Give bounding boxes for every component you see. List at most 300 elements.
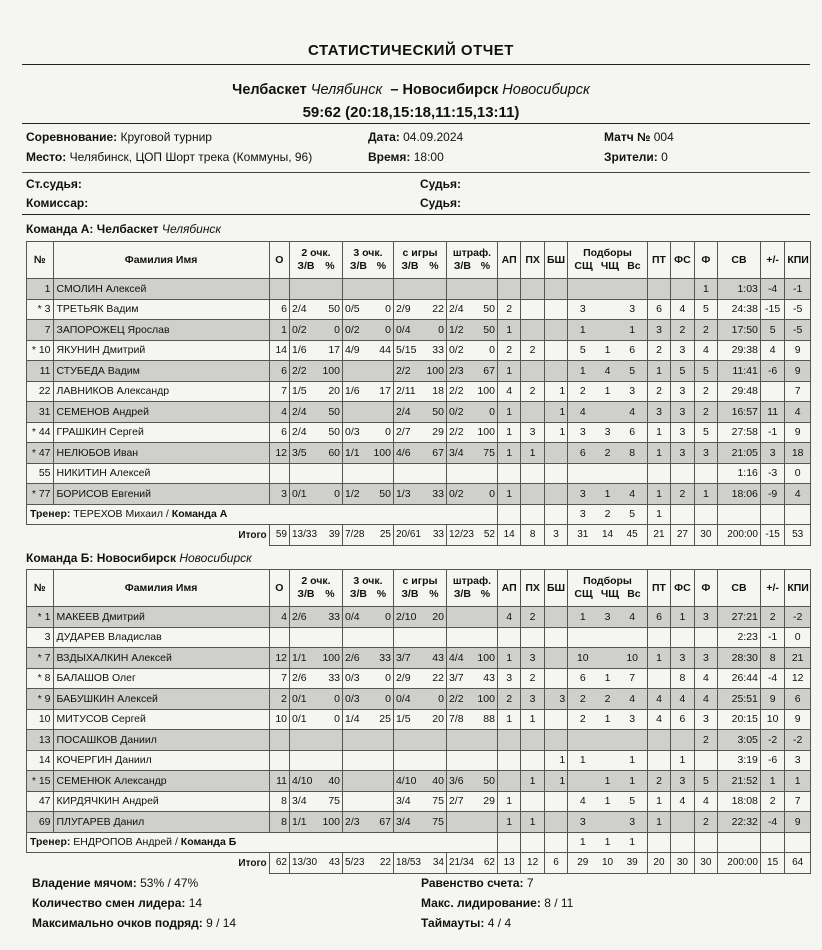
- cell-value: 3: [629, 385, 636, 398]
- total-rebounds: [568, 525, 648, 546]
- player-steals: 2: [521, 381, 544, 402]
- player-assists: [497, 771, 520, 792]
- player-number: * 15: [27, 771, 54, 792]
- player-minutes: 18:08: [718, 791, 761, 812]
- player-kpi: 18: [785, 443, 811, 464]
- total-turnovers: 21: [647, 525, 670, 546]
- player-points: 10: [269, 709, 289, 730]
- cell-value: З/В: [349, 260, 367, 272]
- player-field-goals: [393, 627, 446, 648]
- player-kpi: 0: [785, 627, 811, 648]
- date-value: 04.09.2024: [403, 130, 464, 144]
- cell-value: 3: [629, 303, 636, 316]
- home-team: Челбаскет: [232, 82, 307, 98]
- player-turnovers: [647, 463, 670, 484]
- cell-value: 2/4: [292, 426, 307, 439]
- cell-value: [449, 406, 495, 418]
- cell-value: 4/6: [395, 446, 411, 459]
- col-assists: АП: [497, 242, 520, 279]
- divider: [22, 64, 810, 65]
- player-minutes: 27:21: [718, 607, 761, 628]
- cell-value: 17: [328, 344, 340, 357]
- player-name: СМОЛИН Алексей: [53, 279, 269, 300]
- cell-value: [597, 303, 618, 315]
- match-number-label: Матч №: [604, 130, 651, 144]
- cell-value: [396, 406, 444, 418]
- player-minutes: 17:50: [718, 320, 761, 341]
- total-three-pt: [343, 853, 394, 874]
- player-fouls-drawn: 2: [671, 484, 694, 505]
- cell-value: 10: [601, 857, 614, 869]
- player-turnovers: 2: [647, 771, 670, 792]
- place-label: Место:: [26, 150, 67, 164]
- player-plus-minus: 5: [760, 320, 784, 341]
- cell-value: [345, 816, 391, 828]
- cell-value: [292, 693, 340, 705]
- cell-value: 2: [604, 692, 611, 705]
- player-blocks: [544, 648, 567, 669]
- player-two-pt: [290, 320, 343, 341]
- header-row: [27, 242, 811, 279]
- player-turnovers: 1: [647, 361, 670, 382]
- player-plus-minus: 3: [760, 443, 784, 464]
- player-free-throws: [446, 709, 497, 730]
- cell-value: [570, 324, 645, 336]
- cell-value: 4/4: [448, 651, 464, 664]
- cell-value: 4: [629, 692, 636, 705]
- player-two-pt: [290, 381, 343, 402]
- cell-value: 4/10: [292, 774, 313, 787]
- player-plus-minus: 4: [760, 340, 784, 361]
- player-free-throws: [446, 402, 497, 423]
- cell-value: 25: [379, 529, 391, 541]
- player-field-goals: [393, 279, 446, 300]
- time-value: 18:00: [413, 150, 444, 164]
- team-a-name: Челбаскет: [96, 222, 159, 236]
- player-row: [27, 730, 811, 751]
- cell-value: 33: [328, 672, 340, 685]
- player-number: * 47: [27, 443, 54, 464]
- col-turnovers: ПТ: [647, 242, 670, 279]
- player-assists: [497, 627, 520, 648]
- referee-2-label: Судья:: [420, 196, 462, 210]
- cell-value: 50: [483, 303, 495, 316]
- cell-value: ЧЩ: [600, 260, 619, 272]
- cell-value: 50: [483, 323, 495, 336]
- player-turnovers: [647, 750, 670, 771]
- player-points: [269, 279, 289, 300]
- max-run-label: Максимально очков подряд:: [32, 916, 203, 930]
- player-row: [27, 484, 811, 505]
- total-minutes: 200:00: [718, 525, 761, 546]
- col-fouls: Ф: [694, 570, 717, 607]
- player-plus-minus: 1: [760, 771, 784, 792]
- col-plus-minus: +/-: [760, 242, 784, 279]
- cell-value: 29: [577, 857, 589, 869]
- player-plus-minus: 8: [760, 648, 784, 669]
- col-plus-minus: +/-: [760, 570, 784, 607]
- cell-value: [396, 344, 444, 356]
- player-kpi: -2: [785, 730, 811, 751]
- team-a-city: Челябинск: [161, 222, 222, 236]
- player-row: [27, 299, 811, 320]
- table-cell: [785, 504, 811, 525]
- competition-label: Соревнование:: [26, 130, 118, 144]
- player-turnovers: 3: [647, 320, 670, 341]
- total-steals: 12: [521, 853, 544, 874]
- player-blocks: [544, 709, 567, 730]
- cell-value: 100: [322, 651, 340, 664]
- cell-value: 5: [629, 508, 636, 521]
- cell-value: [292, 447, 340, 459]
- player-points: 11: [269, 771, 289, 792]
- cell-value: 6: [579, 672, 586, 685]
- player-blocks: 3: [544, 689, 567, 710]
- player-number: 1: [27, 279, 54, 300]
- player-fouls-drawn: [671, 463, 694, 484]
- player-three-pt: [343, 730, 394, 751]
- player-assists: 1: [497, 361, 520, 382]
- player-rebounds: [568, 750, 648, 771]
- player-minutes: 2:23: [718, 627, 761, 648]
- player-plus-minus: -4: [760, 812, 784, 833]
- player-field-goals: [393, 771, 446, 792]
- cell-value: [449, 529, 495, 540]
- player-plus-minus: -6: [760, 361, 784, 382]
- cell-value: 67: [379, 815, 391, 828]
- cell-value: 3/6: [448, 774, 464, 787]
- referee-2: [420, 196, 461, 210]
- player-free-throws: [446, 668, 497, 689]
- table-cell: [521, 832, 544, 853]
- player-free-throws: [446, 463, 497, 484]
- cell-value: 50: [328, 303, 340, 316]
- cell-value: ЧЩ: [600, 588, 619, 600]
- player-fouls-drawn: 4: [671, 299, 694, 320]
- cell-value: 100: [322, 815, 340, 828]
- player-three-pt: [343, 279, 394, 300]
- player-free-throws: [446, 771, 497, 792]
- player-fouls: 2: [694, 381, 717, 402]
- cell-value: [570, 588, 645, 601]
- cell-value: %: [325, 588, 335, 600]
- player-blocks: 1: [544, 422, 567, 443]
- player-kpi: -2: [785, 607, 811, 628]
- cell-value: 0/4: [345, 610, 360, 623]
- cell-value: 33: [432, 487, 444, 500]
- coach-rebounds: [568, 504, 648, 525]
- cell-value: 0: [334, 692, 340, 705]
- cell-value: 2: [579, 713, 586, 726]
- player-plus-minus: -1: [760, 627, 784, 648]
- player-three-pt: [343, 299, 394, 320]
- player-assists: [497, 730, 520, 751]
- player-free-throws: [446, 648, 497, 669]
- player-turnovers: [647, 627, 670, 648]
- cell-value: 50: [379, 487, 391, 500]
- cell-value: 1: [604, 713, 611, 726]
- cell-value: %: [480, 588, 491, 600]
- player-plus-minus: 11: [760, 402, 784, 423]
- cell-value: 20: [432, 610, 444, 623]
- player-fouls: 5: [694, 361, 717, 382]
- player-steals: 2: [521, 607, 544, 628]
- player-assists: [497, 750, 520, 771]
- total-assists: 14: [497, 525, 520, 546]
- cell-value: [292, 303, 340, 315]
- cell-value: З/В: [453, 260, 471, 272]
- player-fouls-drawn: 3: [671, 402, 694, 423]
- player-three-pt: [343, 443, 394, 464]
- player-two-pt: [290, 750, 343, 771]
- player-free-throws: [446, 299, 497, 320]
- player-turnovers: 4: [647, 709, 670, 730]
- coach-rebounds: [568, 832, 648, 853]
- player-number: 22: [27, 381, 54, 402]
- cell-value: 43: [432, 651, 444, 664]
- cell-value: 4: [579, 405, 586, 418]
- cell-value: [570, 344, 645, 356]
- player-plus-minus: [760, 381, 784, 402]
- player-points: 6: [269, 299, 289, 320]
- cell-value: 100: [477, 385, 495, 398]
- player-steals: 1: [521, 443, 544, 464]
- cell-value: 2/9: [395, 303, 411, 316]
- player-assists: 1: [497, 484, 520, 505]
- player-free-throws: [446, 279, 497, 300]
- player-name: ТРЕТЬЯК Вадим: [53, 299, 269, 320]
- player-two-pt: [290, 484, 343, 505]
- player-points: 7: [269, 381, 289, 402]
- cell-value: 44: [379, 344, 391, 357]
- cell-value: 3/4: [292, 795, 307, 808]
- cell-value: %: [429, 588, 439, 600]
- timeouts-value: 4 / 4: [487, 916, 512, 930]
- cell-value: [345, 324, 391, 336]
- player-three-pt: [343, 627, 394, 648]
- cell-value: 0/1: [292, 692, 307, 705]
- cell-value: 2/3: [448, 364, 464, 377]
- cell-value: [292, 652, 340, 664]
- player-steals: [521, 484, 544, 505]
- player-fouls: 5: [694, 771, 717, 792]
- col-fouls: Ф: [694, 242, 717, 279]
- cell-value: [396, 385, 444, 397]
- team-b-stats-table: [26, 569, 811, 874]
- cell-value: 0: [385, 610, 391, 623]
- player-turnovers: [647, 730, 670, 751]
- player-kpi: 7: [785, 381, 811, 402]
- cell-value: 22: [379, 857, 391, 869]
- total-fouls: 30: [694, 525, 717, 546]
- player-plus-minus: -9: [760, 484, 784, 505]
- player-minutes: 26:44: [718, 668, 761, 689]
- player-rebounds: [568, 361, 648, 382]
- cell-value: 50: [432, 405, 444, 418]
- total-three-pt: [343, 525, 394, 546]
- player-fouls: 4: [694, 668, 717, 689]
- cell-value: [292, 260, 340, 273]
- player-points: 2: [269, 689, 289, 710]
- cell-value: [570, 652, 645, 664]
- player-turnovers: 4: [647, 689, 670, 710]
- cell-value: 33: [379, 651, 391, 664]
- total-free-throws: [446, 525, 497, 546]
- player-assists: 1: [497, 443, 520, 464]
- player-name: ДУДАРЕВ Владислав: [53, 627, 269, 648]
- player-turnovers: 3: [647, 402, 670, 423]
- cell-value: 1/3: [395, 487, 411, 500]
- player-two-pt: [290, 361, 343, 382]
- cell-value: 18: [432, 385, 444, 398]
- cell-value: 52: [483, 529, 495, 541]
- place-value: Челябинск, ЦОП Шорт трека (Коммуны, 96): [69, 150, 313, 164]
- cell-value: 1/1: [292, 815, 307, 828]
- player-field-goals: [393, 320, 446, 341]
- total-kpi: 64: [785, 853, 811, 874]
- player-fouls: [694, 463, 717, 484]
- max-lead-label: Макс. лидирование:: [421, 896, 541, 910]
- total-field-goals: [393, 853, 446, 874]
- player-kpi: 4: [785, 484, 811, 505]
- player-three-pt: [343, 791, 394, 812]
- player-name: СТУБЕДА Вадим: [53, 361, 269, 382]
- player-kpi: 0: [785, 463, 811, 484]
- col-name: Фамилия Имя: [53, 242, 269, 279]
- player-turnovers: 1: [647, 443, 670, 464]
- cell-value: [570, 775, 645, 787]
- chief-referee: [26, 177, 82, 191]
- total-minutes: 200:00: [718, 853, 761, 874]
- player-steals: 1: [521, 709, 544, 730]
- cell-value: 3: [629, 713, 636, 726]
- player-points: [269, 463, 289, 484]
- player-fouls: 2: [694, 812, 717, 833]
- player-assists: 2: [497, 689, 520, 710]
- cell-value: 5/15: [395, 344, 417, 357]
- cell-value: 2/10: [395, 610, 417, 623]
- table-cell: [671, 504, 694, 525]
- cell-value: 33: [328, 610, 340, 623]
- player-plus-minus: -4: [760, 279, 784, 300]
- player-points: 6: [269, 422, 289, 443]
- col-three-pt: 3 очк. З/В %: [343, 570, 394, 607]
- cell-value: 6: [629, 344, 636, 357]
- tie-value: 7: [526, 876, 534, 890]
- cell-value: [449, 344, 495, 356]
- player-fouls: 3: [694, 443, 717, 464]
- away-team: Новосибирск: [402, 82, 499, 98]
- cell-value: 10: [626, 651, 639, 664]
- lead-changes-label: Количество смен лидера:: [32, 896, 186, 910]
- player-assists: 4: [497, 381, 520, 402]
- cell-value: %: [429, 260, 439, 272]
- total-fouls: 30: [694, 853, 717, 874]
- player-name: МАКЕЕВ Дмитрий: [53, 607, 269, 628]
- player-two-pt: [290, 279, 343, 300]
- cell-value: 3: [579, 508, 586, 521]
- cell-value: [396, 324, 444, 336]
- player-blocks: [544, 627, 567, 648]
- cell-value: 0/4: [395, 323, 411, 336]
- cell-value: 34: [432, 857, 444, 869]
- player-fouls-drawn: 4: [671, 689, 694, 710]
- coach-row: [27, 504, 811, 525]
- cell-value: 100: [373, 446, 391, 459]
- cell-value: 0/3: [345, 692, 360, 705]
- cell-value: [597, 816, 618, 828]
- commissioner: [26, 196, 88, 210]
- place-info: [26, 150, 312, 164]
- player-kpi: 9: [785, 422, 811, 443]
- player-row: [27, 320, 811, 341]
- cell-value: 13/33: [292, 529, 318, 541]
- cell-value: 0: [489, 405, 495, 418]
- col-name: Фамилия Имя: [53, 570, 269, 607]
- col-field-goals: с игры З/В %: [393, 242, 446, 279]
- player-row: [27, 750, 811, 771]
- cell-value: Вс: [627, 588, 641, 600]
- cell-value: %: [325, 260, 335, 272]
- player-kpi: 4: [785, 402, 811, 423]
- cell-value: [570, 426, 645, 438]
- cell-value: 2/6: [292, 610, 307, 623]
- cell-value: [570, 365, 645, 377]
- cell-value: [570, 857, 645, 868]
- table-cell: [718, 504, 761, 525]
- cell-value: 3/4: [395, 795, 411, 808]
- col-free-throws: штраф. З/В %: [446, 242, 497, 279]
- player-name: СЕМЕНОВ Андрей: [53, 402, 269, 423]
- referee-1-label: Судья:: [420, 177, 462, 191]
- player-assists: 1: [497, 402, 520, 423]
- player-points: 14: [269, 340, 289, 361]
- player-three-pt: [343, 402, 394, 423]
- player-assists: [497, 279, 520, 300]
- cell-value: 13/30: [292, 857, 318, 869]
- cell-value: [292, 857, 340, 868]
- time-label: Время:: [368, 150, 411, 164]
- player-steals: [521, 279, 544, 300]
- player-steals: 3: [521, 648, 544, 669]
- player-plus-minus: -15: [760, 299, 784, 320]
- cell-value: [449, 775, 495, 787]
- max-run-value: 9 / 14: [206, 916, 237, 930]
- player-number: 55: [27, 463, 54, 484]
- player-number: * 8: [27, 668, 54, 689]
- player-minutes: 21:52: [718, 771, 761, 792]
- cell-value: 0/2: [292, 323, 307, 336]
- player-three-pt: [343, 750, 394, 771]
- player-number: 10: [27, 709, 54, 730]
- spectators-value: 0: [661, 150, 668, 164]
- player-three-pt: [343, 484, 394, 505]
- cell-value: [292, 426, 340, 438]
- cell-value: [292, 529, 340, 540]
- player-name: КИРДЯЧКИН Андрей: [53, 791, 269, 812]
- total-points: 62: [269, 853, 289, 874]
- cell-value: 45: [626, 529, 638, 541]
- cell-value: [570, 385, 645, 397]
- player-free-throws: [446, 381, 497, 402]
- player-assists: 1: [497, 812, 520, 833]
- cell-value: 1: [579, 836, 586, 849]
- cell-value: [570, 303, 645, 315]
- player-rebounds: [568, 771, 648, 792]
- player-row: [27, 381, 811, 402]
- spectators-label: Зрители:: [604, 150, 658, 164]
- cell-value: [345, 385, 391, 397]
